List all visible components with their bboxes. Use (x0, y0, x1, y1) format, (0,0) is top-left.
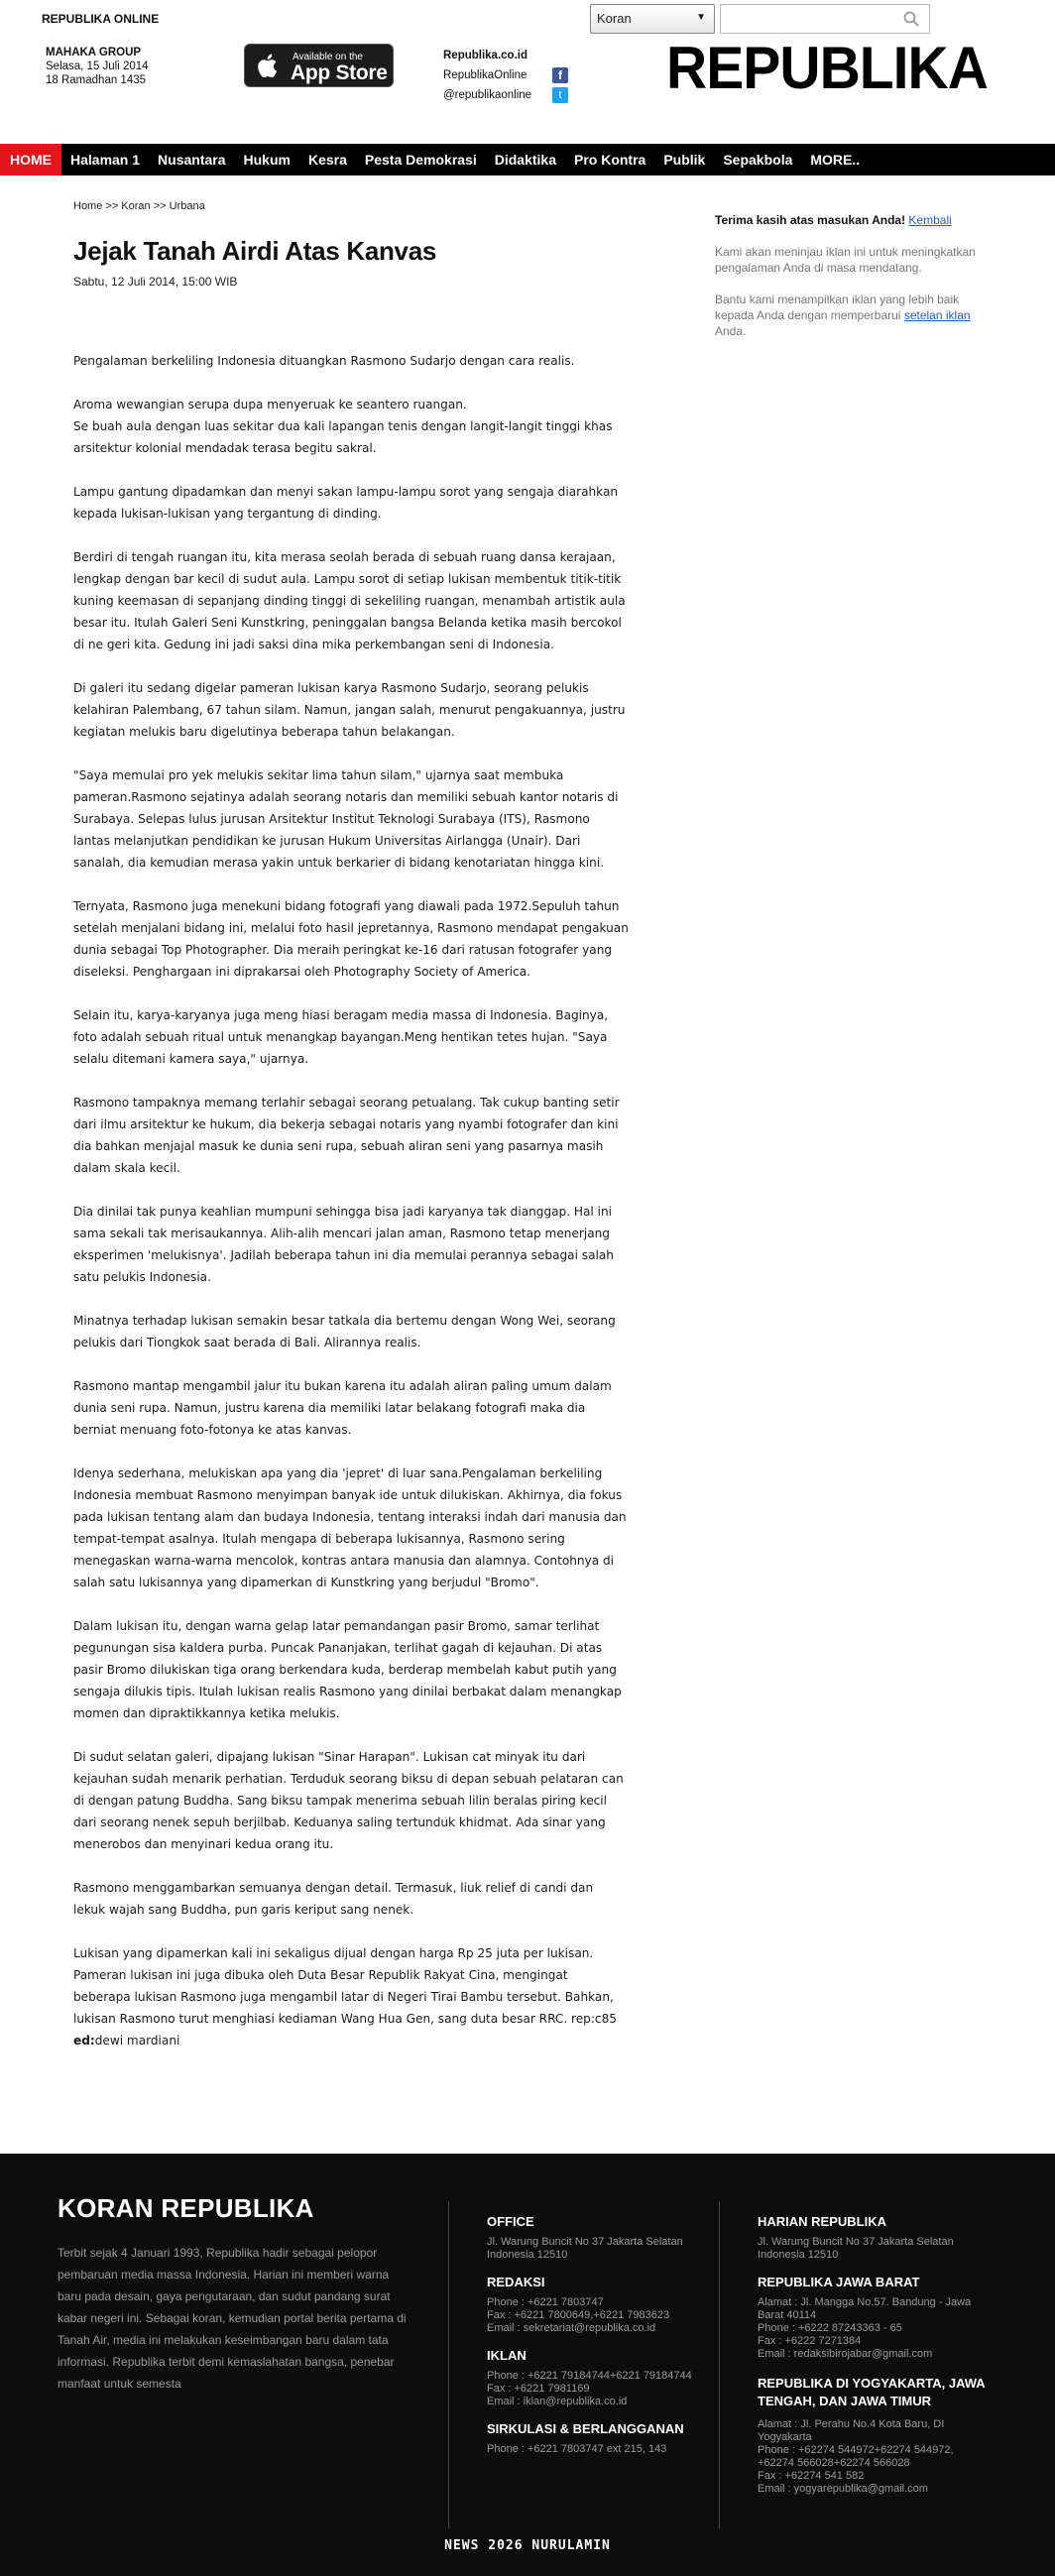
nav-item-home[interactable]: HOME (0, 144, 61, 176)
main-nav (0, 144, 1055, 176)
nav-item-sepakbola[interactable]: Sepakbola (723, 152, 793, 168)
app-store-big-text: App Store (291, 61, 388, 84)
article-paragraph: Selain itu, karya-karyanya juga meng hiasi beragam media massa di Indonesia. Baginya, foto adalah sebuah ritual untuk menangkap bayangan.Meng hentikan tetes hujan. "Saya selalu ditemani kamera saya," ujarnya. (73, 1008, 609, 1066)
article-paragraph: Minatnya terhadap lukisan semakin besar tatkala dia bertemu dengan Wong Wei, seorang pelukis dari Tiongkok saat berada di Bali. Alirannya realis. (73, 1314, 616, 1349)
footer-harian-text: Jl. Warung Buncit No 37 Jakarta Selatan Indonesia 12510 (758, 2236, 954, 2261)
article-paragraph: "Saya memulai pro yek melukis sekitar lima tahun silam," ujarnya saat membuka pameran.Rasmono sejatinya adalah seorang notaris dan memiliki sebuah kantor notaris di Surabaya. Selepas lulus jurusan Arsitektur Institut Teknologi Surabaya (ITS), Rasmono lantas melanjutkan pendidikan ke jurusan Hukum Universitas Airlangga (Unair). Dari sanalah, dia kemudian merasa yakin untuk berkarier di bidang kenotariatan hingga kini. (73, 768, 619, 870)
footer-yogya-title: REPUBLIKA DI YOGYAKARTA, JAWA TENGAH, DAN JAWA TIMUR (758, 2376, 986, 2408)
back-link[interactable]: Kembali (908, 213, 952, 227)
current-date: Selasa, 15 Juli 2014 (46, 60, 149, 72)
app-store-small-text: Available on the (293, 52, 363, 62)
footer-redaksi-title: REDAKSI (487, 2275, 545, 2289)
article-paragraph: Ternyata, Rasmono juga menekuni bidang fotografi yang diawali pada 1972.Sepuluh tahun setelah menjalani bidang ini, melalui foto hasil jepretannya, Rasmono mendapat pengakuan dunia sebagai Top Photographer. Dia meraih peringkat ke-16 dari ratusan fotografer yang diseleksi. Penghargaan ini diprakarsai oleh Photography Society of America. (73, 899, 629, 979)
footer-office-title: OFFICE (487, 2214, 534, 2229)
footer-redaksi-text: Phone : +6221 7803747 Fax : +6221 7800649,+6221 7983623 Email : sekretariat@republika.co.id (487, 2296, 670, 2334)
twitter-icon[interactable]: t (552, 87, 568, 103)
social-links (443, 46, 568, 105)
nav-item-more[interactable]: MORE.. (810, 152, 861, 168)
nav-item-kesra[interactable]: Kesra (307, 152, 347, 168)
article-body (73, 350, 629, 2051)
ad-feedback-note-suffix: Anda. (715, 324, 747, 338)
article-paragraph: Dia dinilai tak punya keahlian mumpuni sehingga bisa jadi karyanya tak dianggap. Hal ini sama sekali tak merisaukannya. Alih-alih mencari jalan aman, Rasmono tetap menerjang eksperimen 'melukisnya'. Jadilah beberapa tahun ini dia memulai perannya sebagai salah satu pelukis Indonesia. (73, 1205, 614, 1284)
nav-item-didaktika[interactable]: Didaktika (494, 152, 556, 168)
footer-contacts (487, 2215, 705, 2470)
footer-sirkulasi-title: SIRKULASI & BERLANGGANAN (487, 2421, 684, 2436)
footer-iklan-title: IKLAN (487, 2348, 527, 2363)
footer-jabar-text: Alamat : Jl. Mangga No.57. Bandung - Jawa Barat 40114 Phone : +6222 87243363 - 65 Fax : +6222 7271384 Email : redaksibirojabar@gmail.com (758, 2296, 972, 2360)
ad-feedback-panel (715, 212, 983, 339)
article-paragraph-text: Lukisan yang dipamerkan kali ini sekaligus dijual dengan harga Rp 25 juta per lukisan. Pameran lukisan ini juga dibuka oleh Duta Besar Republik Rakyat Cina, mengingat beberapa lukisan Rasmono juga mengambil latar di Negeri Tirai Bambu tersebut. Bahkan, lukisan Rasmono turut menghiasi kediaman Wang Hua Gen, sang duta besar RRC. rep:c85 (73, 1946, 617, 2026)
article-paragraph: Rasmono mantap mengambil jalur itu bukan karena itu adalah aliran paling umum dalam dunia seni rupa. Namun, justru karena dia memiliki latar belakang fotografi maka dia berniat menuang foto-fotonya ke atas kanvas. (73, 1379, 612, 1437)
footer-credit: NEWS 2026 NURULAMIN (444, 2538, 611, 2553)
editor-label: ed: (73, 2034, 95, 2048)
article-paragraph: Idenya sederhana, melukiskan apa yang dia 'jepret' di luar sana.Pengalaman berkeliling Indonesia membuat Rasmono menyimpan banyak ide untuk dilukiskan. Akhirnya, dia fokus pada lukisan tentang alam dan budaya Indonesia, tentang interaksi indah dari manusia dan tempat-tempat asalnya. Itulah mengapa di beberapa lukisannya, Rasmono sering menegaskan warna-warna mencolok, kontras antara manusia dan alamnya. Contohnya di salah satu lukisannya yang dipamerkan di Kunstkring yang berjudul "Bromo". (73, 1466, 627, 1589)
article-paragraph: Pengalaman berkeliling Indonesia dituangkan Rasmono Sudarjo dengan cara realis. (73, 354, 575, 368)
search-input[interactable] (720, 4, 930, 34)
nav-item-halaman-1[interactable]: Halaman 1 (70, 152, 141, 168)
footer-sirkulasi-text: Phone : +6221 7803747 ext 215, 143 (487, 2443, 667, 2455)
article-paragraph: Aroma wewangian serupa dupa menyeruak ke seantero ruangan. (73, 398, 467, 411)
ad-feedback-note: Kami akan meninjau iklan ini untuk meningkatkan pengalaman Anda di masa mendatang. (715, 245, 976, 275)
ad-feedback-thanks-text: Terima kasih atas masukan Anda! (715, 213, 906, 227)
footer-divider (719, 2201, 720, 2528)
article-paragraph: Dalam lukisan itu, dengan warna gelap latar pemandangan pasir Bromo, samar terlihat pegunungan sisa kaldera purba. Puncak Pananjakan, terlihat gagah di kejauhan. Di atas pasir Bromo dilukiskan tiga orang berkendara kuda, berderap membelah kabut putih yang sengaja dilukis tipis. Itulah lukisan realis Rasmono yang dinilai berbakat dalam menangkap momen dan dipraktikkannya ketika melukis. (73, 1619, 622, 1720)
footer-regional (758, 2215, 986, 2513)
nav-item-pesta-demokrasi[interactable]: Pesta Demokrasi (364, 152, 477, 168)
article-paragraph-last (73, 1942, 629, 2051)
app-store-badge[interactable] (244, 44, 394, 87)
breadcrumb[interactable]: Home >> Koran >> Urbana (73, 200, 205, 212)
twitter-link[interactable]: @republikaonline (443, 89, 532, 101)
site-link[interactable]: Republika.co.id (443, 50, 528, 61)
site-brand[interactable]: REPUBLIKA ONLINE (42, 12, 160, 26)
masthead (0, 35, 1055, 143)
group-name: MAHAKA GROUP (46, 47, 142, 59)
footer (0, 2154, 1055, 2576)
hijri-date: 18 Ramadhan 1435 (46, 74, 147, 86)
group-info (46, 46, 149, 87)
article-date: Sabtu, 12 Juli 2014, 15:00 WIB (73, 275, 238, 289)
footer-jabar-title: REPUBLIKA JAWA BARAT (758, 2275, 920, 2289)
edition-select[interactable] (590, 4, 715, 34)
ad-feedback-note-settings (715, 292, 983, 339)
nav-item-publik[interactable]: Publik (663, 152, 706, 168)
article-paragraph: Rasmono menggambarkan semuanya dengan detail. Termasuk, liuk relief di candi dan lekuk wajah sang Buddha, pun garis keriput sang nenek. (73, 1881, 594, 1917)
nav-item-hukum[interactable]: Hukum (243, 152, 291, 168)
footer-yogya-text: Alamat : Jl. Perahu No.4 Kota Baru, DI Yogyakarta Phone : +62274 544972+62274 544972, +62274 566028+62274 566028 Fax : +62274 541 582 Email : yogyarepublika@gmail.com (758, 2418, 954, 2495)
footer-harian-title: HARIAN REPUBLIKA (758, 2215, 886, 2229)
search-icon[interactable] (903, 11, 919, 27)
article-paragraph: Se buah aula dengan luas sekitar dua kali lapangan tenis dengan langit-langit tinggi khas arsitektur kolonial mendadak terasa begitu sakral. (73, 419, 613, 455)
facebook-icon[interactable]: f (552, 67, 568, 83)
article-paragraph: Di sudut selatan galeri, dipajang lukisan "Sinar Harapan". Lukisan cat minyak itu dari kejauhan sudah menarik perhatian. Terduduk seorang biksu di depan sebuah pelataran can di dengan patung Buddha. Sang biksu tampak menerima sebuah lilin beralas piring kecil dari seorang nenek sepuh berjilbab. Keduanya saling tertunduk khidmat. Ada sinar yang menerobos dan menyinari kedua orang itu. (73, 1750, 624, 1851)
article-paragraph: Berdiri di tengah ruangan itu, kita merasa seolah berada di sebuah ruang dansa kerajaan, lengkap dengan bar kecil di sudut aula. Lampu sorot di setiap lukisan membentuk titik-titik kuning keemasan di sepanjang dinding tinggi di sekeliling ruangan, menambah artistik aula besar itu. Itulah Galeri Seni Kunstkring, peninggalan bangsa Belanda ketika masih bercokol di ne geri kita. Gedung ini jadi saksi dina mika perkembangan seni di Indonesia. (73, 550, 626, 651)
ad-feedback-thanks (715, 212, 983, 228)
editor-name: dewi mardiani (94, 2034, 180, 2048)
ad-feedback-note-text: Bantu kami menampilkan iklan yang lebih baik kepada Anda dengan memperbarui (715, 293, 960, 322)
article-title: Jejak Tanah Airdi Atas Kanvas (73, 236, 437, 266)
article-paragraph: Rasmono tampaknya memang terlahir sebagai seorang petualang. Tak cukup banting setir dari ilmu arsitektur ke hukum, dia bekerja sebagai notaris yang nyambi fotografer dan kini dia bahkan menjajal masuk ke dunia seni rupa, sebuah aliran seni yang pasarnya masih dalam skala kecil. (73, 1096, 620, 1175)
nav-item-pro-kontra[interactable]: Pro Kontra (573, 152, 646, 168)
ad-settings-link[interactable]: setelan iklan (903, 308, 971, 322)
article-paragraph: Lampu gantung dipadamkan dan menyi sakan lampu-lampu sorot yang sengaja diarahkan kepada lukisan-lukisan yang tergantung di dinding. (73, 485, 619, 521)
apple-icon (257, 53, 279, 78)
footer-about-text: Terbit sejak 4 Januari 1993, Republika hadir sebagai pelopor pembaruan media massa Indonesia. Harian ini memberi warna baru pada desain, gaya pengutaraan, dan sudut pandang surat kabar negeri ini. Sebagai koran, kemudian portal berita pertama di Tanah Air, media ini melakukan keseimbangan baru dalam tata informasi. Republika terbit demi kemaslahatan bangsa, penebar manfaat untuk semesta (58, 2246, 407, 2391)
footer-about-title: KORAN REPUBLIKA (58, 2193, 314, 2223)
nav-item-nusantara[interactable]: Nusantara (158, 152, 226, 168)
footer-divider (448, 2201, 449, 2528)
footer-iklan-text: Phone : +6221 79184744+6221 79184744 Fax : +6221 7981169 Email : iklan@republika.co.id (487, 2370, 692, 2407)
edition-select-value: Koran (597, 11, 632, 26)
facebook-link[interactable]: RepublikaOnline (443, 69, 528, 81)
footer-office-text: Jl. Warung Buncit No 37 Jakarta Selatan Indonesia 12510 (487, 2236, 683, 2261)
article-paragraph: Di galeri itu sedang digelar pameran lukisan karya Rasmono Sudarjo, seorang pelukis kelahiran Palembang, 67 tahun silam. Namun, jangan salah, menurut pengakuannya, justru kegiatan melukis baru digelutinya beberapa tahun belakangan. (73, 681, 626, 739)
footer-about (58, 2193, 414, 2395)
chevron-down-icon: ▼ (696, 12, 706, 23)
republika-logo[interactable]: REPUBLIKA (666, 35, 988, 101)
